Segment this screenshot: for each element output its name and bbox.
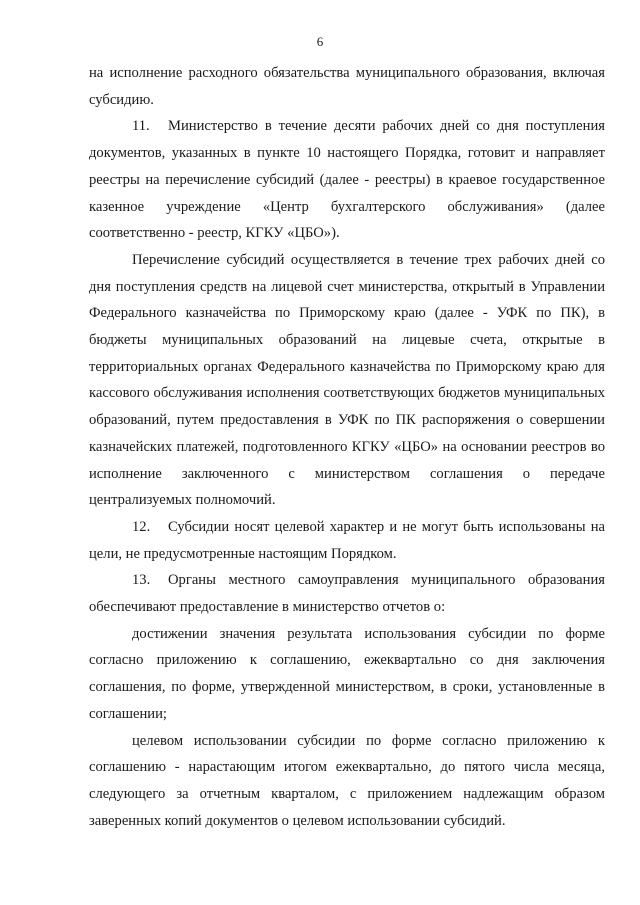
paragraph-transfer [89,247,605,514]
paragraph-text: Субсидии носят целевой характер и не могут быть использованы на цели, не предусмотренные настоящим Порядком. [89,518,605,562]
paragraph-number: 11. [132,118,150,135]
paragraph-item-13 [89,567,605,620]
paragraph-continuation [89,60,605,113]
paragraph-text: на исполнение расходного обязательства муниципального образования, включая субсидию. [89,65,605,108]
paragraph-number: 13. [132,572,151,589]
paragraph-item-11 [89,113,605,247]
document-body [89,60,605,834]
paragraph-text: Перечисление субсидий осуществляется в течение трех рабочих дней со дня поступления средств на лицевой счет министерства, открытый в Управлении Федерального казначейства по Приморскому краю (далее - УФК по ПК), в бюджеты муниципальных образований на лицевые счета, открытые в территориальных органах Федерального казначейства по Приморскому краю для кассового обслуживания исполнения соответствующих бюджетов муниципальных образований, путем предоставления в УФК по ПК распоряжения о совершении казначейских платежей, подготовленного КГКУ «ЦБО» на основании реестров во исполнение заключенного с министерством соглашения о передаче централизуемых полномочий. [89,251,605,509]
paragraph-report-target-use [89,728,605,835]
paragraph-text: Министерство в течение десяти рабочих дней со дня поступления документов, указанных в пункте 10 настоящего Порядка, готовит и направляет реестры на перечисление субсидий (далее - реестры) в краевое государственное казенное учреждение «Центр бухгалтерского обслуживания» (далее соответственно - реестр, КГКУ «ЦБО»). [89,118,605,242]
paragraph-report-result [89,621,605,728]
paragraph-text: целевом использовании субсидии по форме согласно приложению к соглашению - нарастающим итогом ежеквартально, до пятого числа месяца, следующего за отчетным кварталом, с приложением надлежащим образом заверенных копий документов о целевом использовании субсидий. [89,732,605,829]
paragraph-number: 12. [132,518,151,535]
paragraph-item-12 [89,514,605,567]
paragraph-text: Органы местного самоуправления муниципального образования обеспечивают предоставление в министерство отчетов о: [89,572,605,616]
page-number: 6 [316,34,324,49]
paragraph-text: достижении значения результата использования субсидии по форме согласно приложению к соглашению, ежеквартально со дня заключения соглашения, по форме, утвержденной министерством, в сроки, установленные в соглашении; [89,625,605,722]
